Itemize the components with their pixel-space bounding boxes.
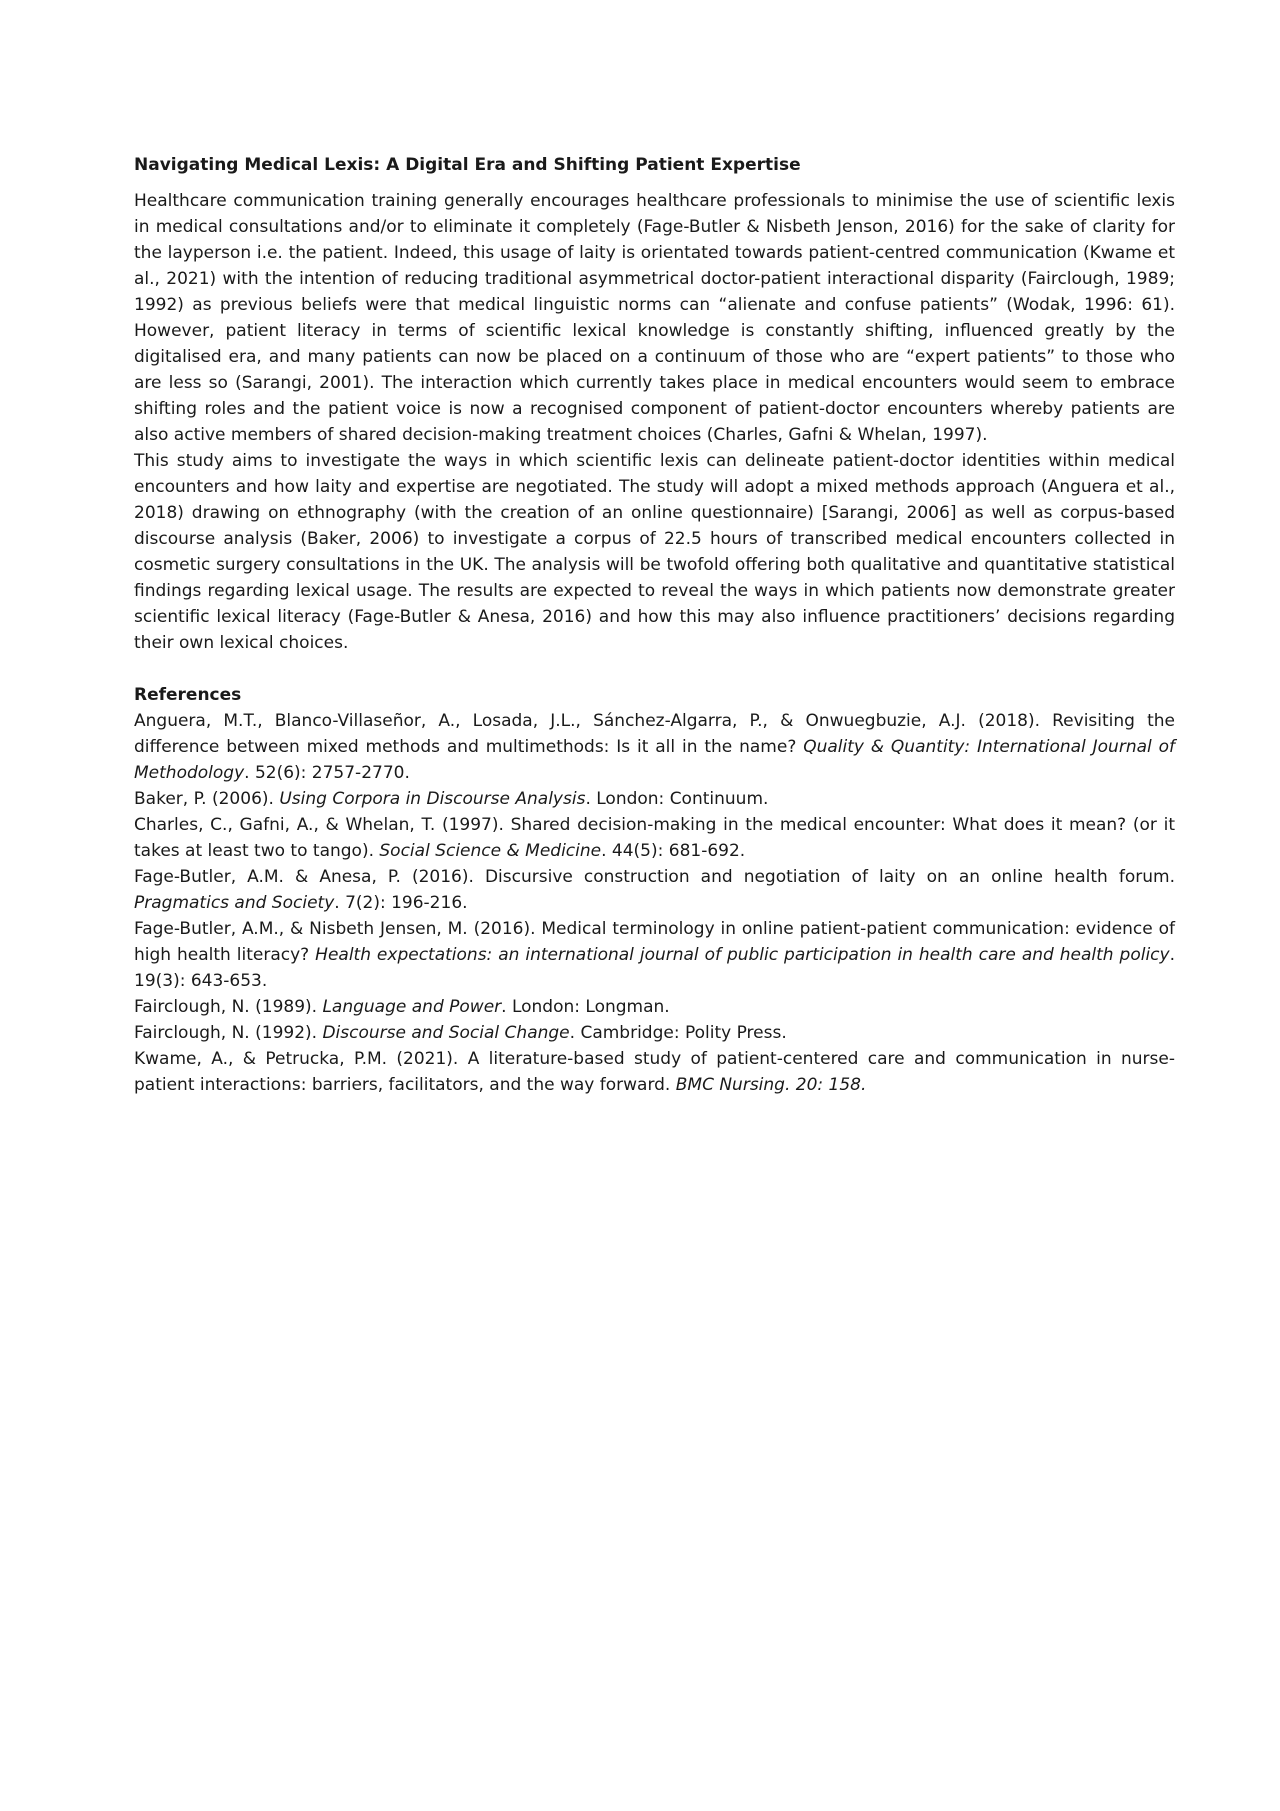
reference-details: . London: Continuum.	[585, 789, 769, 809]
reference-details: . 7(2): 196-216.	[334, 893, 468, 913]
reference-details: . 52(6): 2757-2770.	[244, 763, 410, 783]
body-paragraph-2: This study aims to investigate the ways in which scientific lexis can delineate patient-doctor identities within medical encounters and how laity and expertise are negotiated. The study will adopt a mixed methods approach (Anguera et al., 2018) drawing on ethnography (with the creation of an online questionnaire) [Sarangi, 2006] as well as corpus-based discourse analysis (Baker, 2006) to investigate a corpus of 22.5 hours of transcribed medical encounters collected in cosmetic surgery consultations in the UK. The analysis will be twofold offering both qualitative and quantitative statistical findings regarding lexical usage. The results are expected to reveal the ways in which patients now demonstrate greater scientific lexical literacy (Fage-Butler & Anesa, 2016) and how this may also influence practitioners’ decisions regarding their own lexical choices.	[134, 451, 1175, 653]
reference-details: . London: Longman.	[501, 997, 670, 1017]
reference-item	[134, 1046, 1175, 1098]
references-heading: References	[134, 685, 242, 705]
reference-source-title: Pragmatics and Society	[134, 893, 335, 913]
reference-text: Fairclough, N. (1989).	[134, 997, 323, 1017]
reference-item	[134, 812, 1175, 864]
reference-text: Anguera, M.T., Blanco-Villaseñor, A., Losada, J.L., Sánchez-Algarra, P., & Onwuegbuzie, A.J. (2018). Revisiting the difference between mixed methods and multimethods: Is it all in the name?	[134, 711, 1175, 757]
reference-text: Fage-Butler, A.M., & Nisbeth Jensen, M. (2016). Medical terminology in online patient-patient communication: evidence of high health literacy?	[134, 919, 1175, 965]
reference-item	[134, 1020, 1175, 1046]
reference-text: Baker, P. (2006).	[134, 789, 280, 809]
reference-item	[134, 708, 1175, 786]
reference-item	[134, 916, 1175, 994]
reference-text: Charles, C., Gafni, A., & Whelan, T. (1997). Shared decision-making in the medical encounter: What does it mean? (or it takes at least two to tango).	[134, 815, 1175, 861]
reference-details: . 19(3): 643-653.	[134, 945, 1175, 991]
reference-source-title: Discourse and Social Change	[322, 1023, 570, 1043]
document-title: Navigating Medical Lexis: A Digital Era and Shifting Patient Expertise	[134, 155, 801, 175]
reference-item	[134, 994, 1175, 1020]
reference-details: . Cambridge: Polity Press.	[569, 1023, 787, 1043]
reference-source-title: Language and Power	[322, 997, 502, 1017]
reference-source-title: Health expectations: an international journal of public participation in health care and health policy	[315, 945, 1170, 965]
reference-details: . 44(5): 681-692.	[601, 841, 746, 861]
reference-text: Fage-Butler, A.M. & Anesa, P. (2016). Discursive construction and negotiation of laity on an online health forum.	[134, 867, 1175, 887]
reference-source-title: Social Science & Medicine	[379, 841, 602, 861]
reference-source-title: Using Corpora in Discourse Analysis	[279, 789, 586, 809]
body-paragraph-1: Healthcare communication training generally encourages healthcare professionals to minimise the use of scientific lexis in medical consultations and/or to eliminate it completely (Fage-Butler & Nisbeth Jenson, 2016) for the sake of clarity for the layperson i.e. the patient. Indeed, this usage of laity is orientated towards patient-centred communication (Kwame et al., 2021) with the intention of reducing traditional asymmetrical doctor-patient interactional disparity (Fairclough, 1989; 1992) as previous beliefs were that medical linguistic norms can “alienate and confuse patients” (Wodak, 1996: 61). However, patient literacy in terms of scientific lexical knowledge is constantly shifting, influenced greatly by the digitalised era, and many patients can now be placed on a continuum of those who are “expert patients” to those who are less so (Sarangi, 2001). The interaction which currently takes place in medical encounters would seem to embrace shifting roles and the patient voice is now a recognised component of patient-doctor encounters whereby patients are also active members of shared decision-making treatment choices (Charles, Gafni & Whelan, 1997).	[134, 191, 1175, 445]
reference-text: Kwame, A., & Petrucka, P.M. (2021). A literature-based study of patient-centered care and communication in nurse-patient interactions: barriers, facilitators, and the way forward.	[134, 1049, 1175, 1095]
document-page	[134, 152, 1175, 1098]
reference-item	[134, 864, 1175, 916]
references-list	[134, 708, 1175, 1098]
reference-item	[134, 786, 1175, 812]
reference-text: Fairclough, N. (1992).	[134, 1023, 323, 1043]
reference-source-title: Quality & Quantity: International Journal of Methodology	[134, 737, 1175, 783]
reference-source-title: BMC Nursing. 20: 158.	[675, 1075, 867, 1095]
